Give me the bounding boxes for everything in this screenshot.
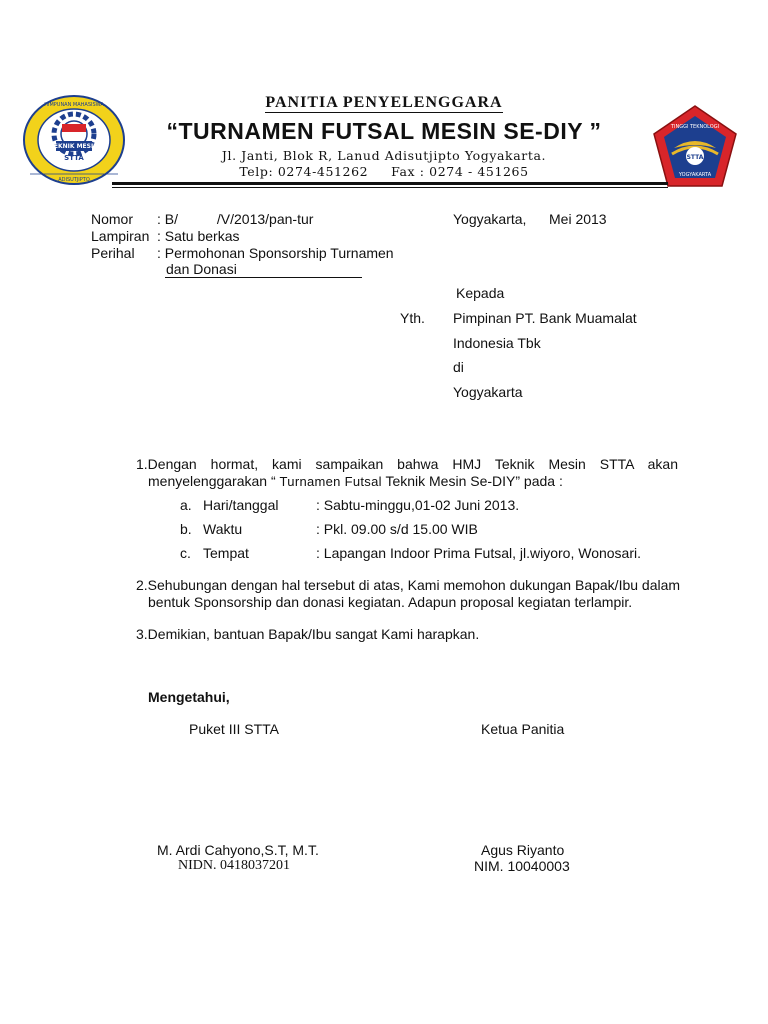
nomor-label: Nomor bbox=[91, 211, 134, 227]
letter-date: Mei 2013 bbox=[549, 211, 607, 227]
recipient-line4: Yogyakarta bbox=[453, 384, 523, 400]
detail-a-label: Hari/tanggal bbox=[203, 497, 279, 513]
detail-b-label: Waktu bbox=[203, 521, 243, 537]
kepada-label: Kepada bbox=[456, 285, 505, 301]
left-signer-id: NIDN. 0418037201 bbox=[178, 858, 290, 873]
left-signer-role: Puket III STTA bbox=[189, 721, 279, 737]
yth-label: Yth. bbox=[400, 310, 425, 326]
lampiran-value: : Satu berkas bbox=[157, 228, 240, 244]
logo-left-sub-text: STTA bbox=[64, 154, 84, 162]
right-signer-role: Ketua Panitia bbox=[481, 721, 565, 737]
paragraph-2-line2: bentuk Sponsorship dan donasi kegiatan. Adapun proposal kegiatan terlampir. bbox=[148, 594, 633, 610]
organizer-heading: PANITIA PENYELENGGARA bbox=[265, 94, 503, 111]
nomor-value: : B/ /V/2013/pan-tur bbox=[157, 211, 314, 227]
mengetahui-label: Mengetahui, bbox=[148, 689, 230, 705]
logo-left-center-text: TEKNIK MESIN bbox=[49, 143, 99, 150]
logo-right-bottom-text: YOGYAKARTA bbox=[678, 172, 712, 178]
detail-c-letter: c. bbox=[180, 545, 191, 561]
paragraph-2-line1: 2.Sehubungan dengan hal tersebut di atas, Kami memohon dukungan Bapak/Ibu dalam bbox=[136, 577, 681, 593]
header-rule-thick bbox=[112, 182, 668, 185]
phone-line: Telp: 0274-451262 Fax : 0274 - 451265 bbox=[239, 164, 529, 179]
svg-text:HIMPUNAN MAHASISWA: HIMPUNAN MAHASISWA bbox=[44, 102, 104, 108]
right-signer-name: Agus Riyanto bbox=[481, 842, 565, 858]
perihal-underline bbox=[165, 277, 362, 278]
address-line: Jl. Janti, Blok R, Lanud Adisutjipto Yogyakarta. bbox=[221, 148, 547, 163]
left-signer-name: M. Ardi Cahyono,S.T, M.T. bbox=[157, 842, 319, 858]
lampiran-label: Lampiran bbox=[91, 228, 150, 244]
recipient-line1: Pimpinan PT. Bank Muamalat bbox=[453, 310, 637, 326]
recipient-line2: Indonesia Tbk bbox=[453, 335, 541, 351]
paragraph-1-line1: 1.Dengan hormat, kami sampaikan bahwa HMJ Teknik Mesin STTA akan bbox=[136, 456, 678, 472]
letter-city: Yogyakarta, bbox=[453, 211, 527, 227]
perihal-value-line2: dan Donasi bbox=[166, 261, 237, 277]
letter-title: “TURNAMEN FUTSAL MESIN SE-DIY ” bbox=[166, 118, 602, 144]
logo-right-top-text: TINGGI TEKNOLOGI bbox=[670, 124, 720, 130]
perihal-label: Perihal bbox=[91, 245, 135, 261]
recipient-line3: di bbox=[453, 359, 464, 375]
detail-a-letter: a. bbox=[180, 497, 192, 513]
detail-a-value: : Sabtu-minggu,01-02 Juni 2013. bbox=[316, 497, 520, 513]
detail-b-letter: b. bbox=[180, 521, 192, 537]
paragraph-1-line2: menyelenggarakan “ Turnamen Futsal Teknik Mesin Se-DIY” pada : bbox=[148, 473, 563, 489]
paragraph-3: 3.Demikian, bantuan Bapak/Ibu sangat Kami harapkan. bbox=[136, 626, 480, 642]
svg-text:ADISUTJIPTO: ADISUTJIPTO bbox=[58, 177, 90, 183]
detail-c-value: : Lapangan Indoor Prima Futsal, jl.wiyoro, Wonosari. bbox=[316, 545, 642, 561]
perihal-value-line1: : Permohonan Sponsorship Turnamen bbox=[157, 245, 394, 261]
right-signer-id: NIM. 10040003 bbox=[474, 858, 570, 874]
detail-b-value: : Pkl. 09.00 s/d 15.00 WIB bbox=[316, 521, 478, 537]
detail-c-label: Tempat bbox=[203, 545, 249, 561]
header-rule-thin bbox=[112, 187, 668, 188]
logo-right-center-text: STTA bbox=[686, 154, 704, 161]
